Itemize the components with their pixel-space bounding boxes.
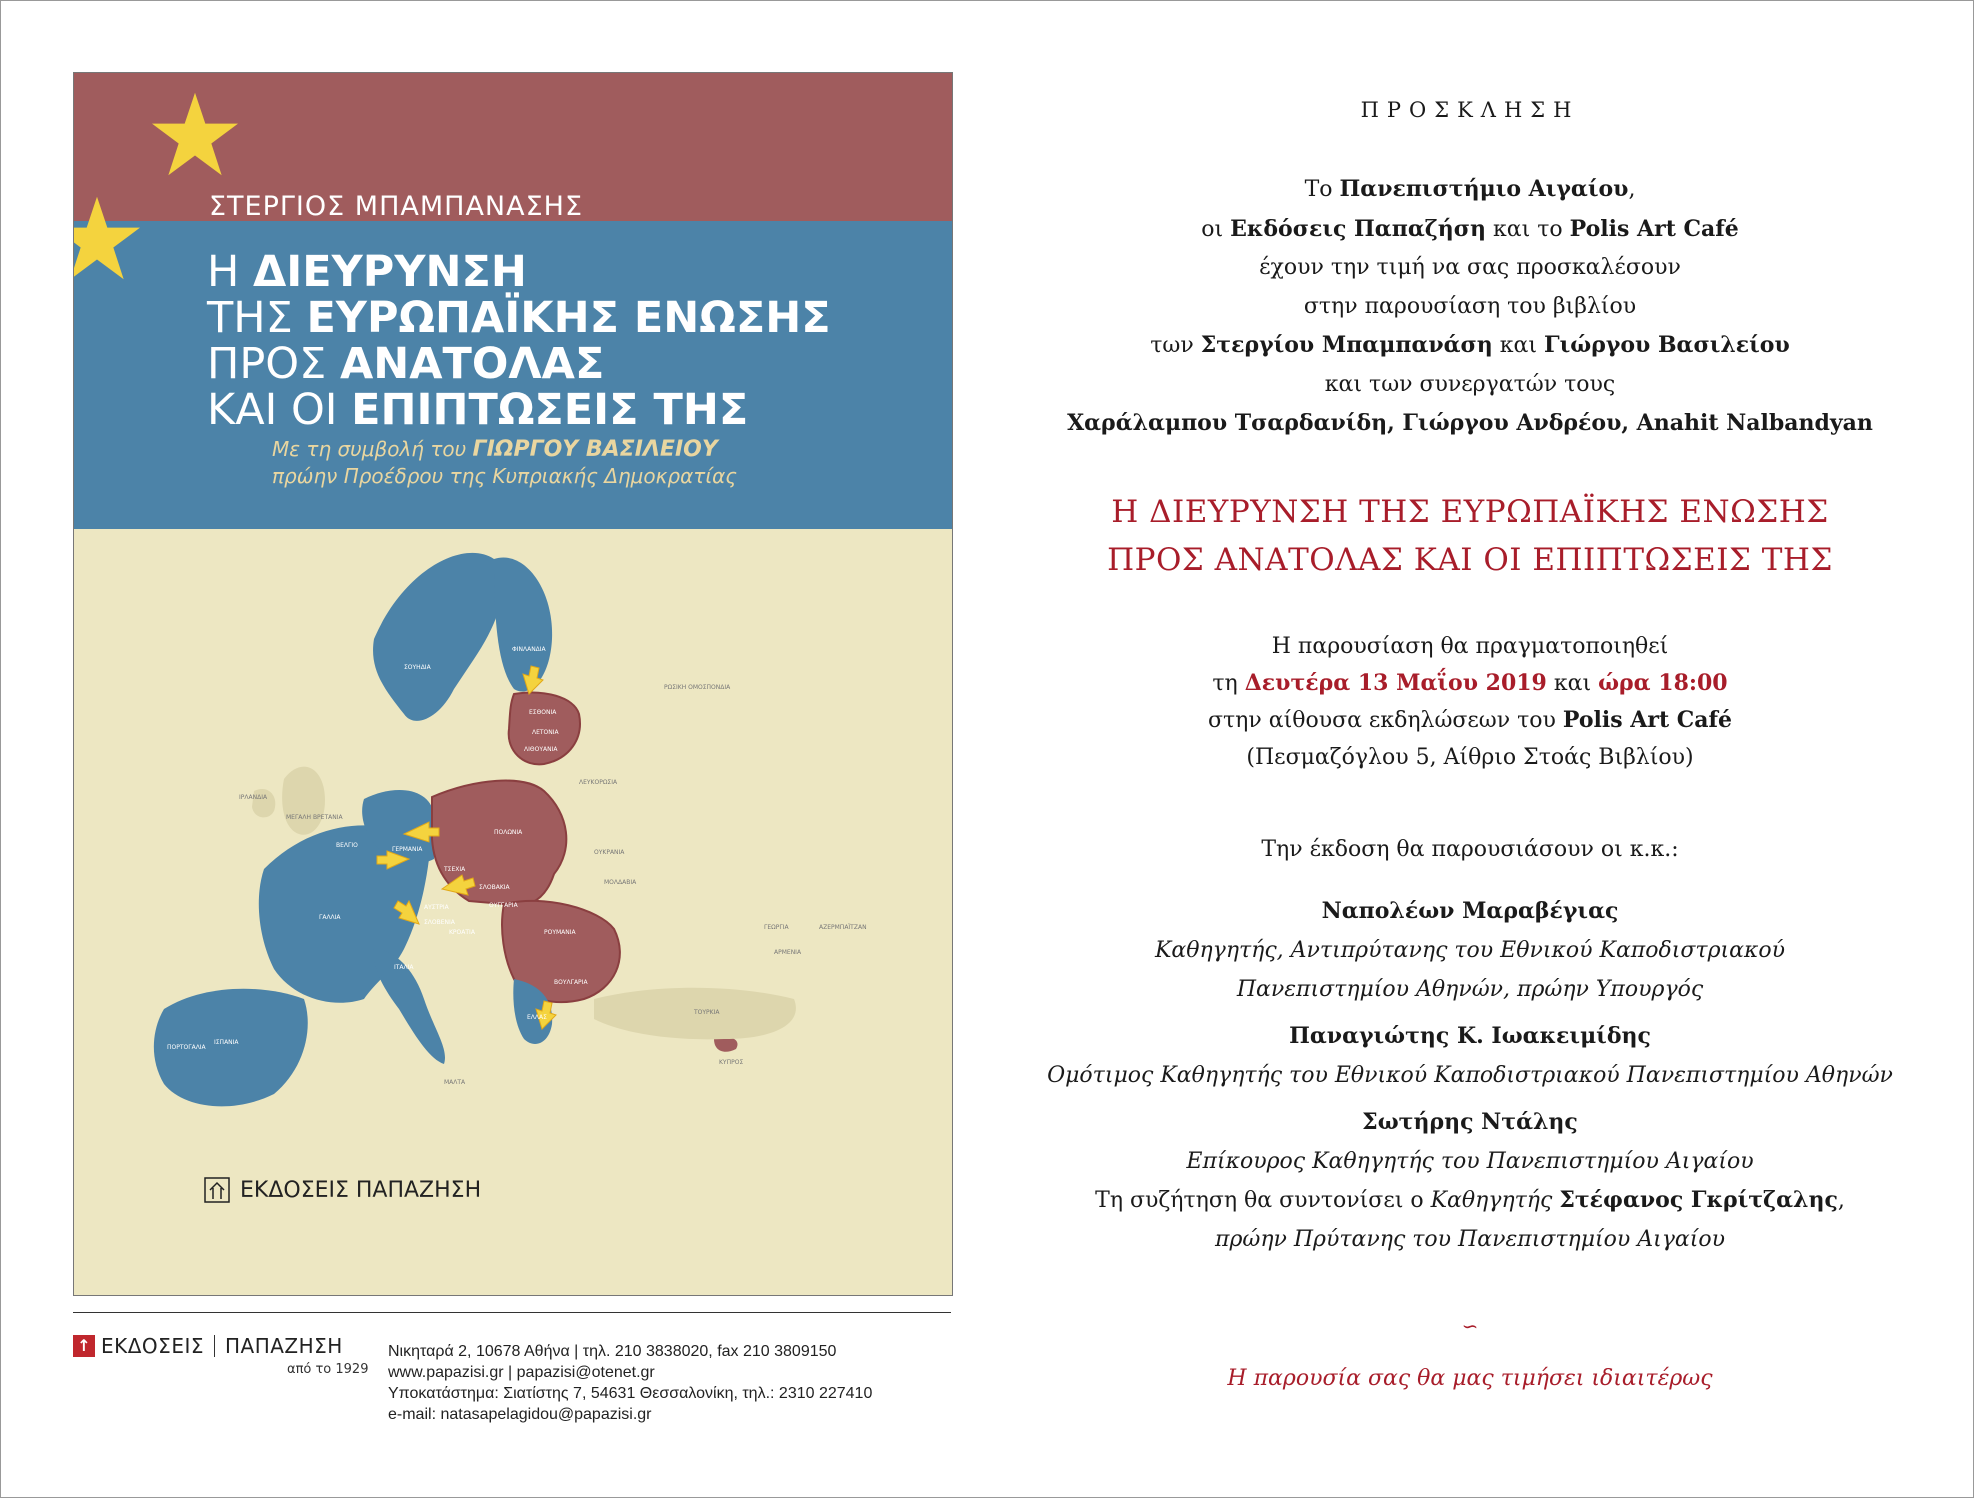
presenter-role: Καθηγητής, Αντιπρύτανης του Εθνικού Καποδιστριακού <box>1154 938 1786 963</box>
moderator-role: πρώην Πρύτανης του Πανεπιστημίου Αιγαίου <box>1214 1227 1726 1252</box>
footer-web: www.papazisi.gr | papazisi@otenet.gr <box>388 1364 655 1381</box>
logo-text-right: ΠΑΠΑΖΗΣΗ <box>224 1334 343 1358</box>
map-country-uk <box>282 767 325 835</box>
moderator-line: Τη συζήτηση θα συντονίσει ο Καθηγητής Στέφανος Γκρίτζαλης, <box>1095 1187 1845 1213</box>
map-label: ΕΣΘΟΝΙΑ <box>529 709 557 716</box>
event-venue: Polis Art Café <box>1562 707 1732 733</box>
map-label: ΜΟΛΔΑΒΙΑ <box>604 879 637 886</box>
event-date: Δευτέρα 13 Μαΐου 2019 <box>1244 670 1547 696</box>
map-label: ΦΙΝΛΑΝΔΙΑ <box>512 646 546 653</box>
footer-email: e-mail: natasapelagidou@papazisi.gr <box>388 1406 652 1423</box>
presenter-name: Παναγιώτης Κ. Ιωακειμίδης <box>1289 1023 1651 1049</box>
event-details: Η παρουσίαση θα πραγματοποιηθεί τη Δευτέρα 13 Μαΐου 2019 και ώρα 18:00 στην αίθουσα εκδηλώσεων του Polis Art Café (Πεσμαζόγλου 5, Αίθριο Στοάς Βιβλίου) <box>1207 634 1732 770</box>
presenter-role: Επίκουρος Καθηγητής του Πανεπιστημίου Αιγαίου <box>1186 1149 1754 1174</box>
star-icon <box>73 195 140 281</box>
cover-title-line: ΠΡΟΣ ΑΝΑΤΟΛΑΣ <box>207 339 605 389</box>
cover-publisher <box>204 1177 481 1203</box>
map-label: ΓΑΛΛΙΑ <box>319 914 341 921</box>
cover-publisher-name: ΕΚΔΟΣΕΙΣ ΠΑΠΑΖΗΣΗ <box>240 1177 482 1203</box>
house-icon <box>204 1177 230 1203</box>
map-label: ΛΙΘΟΥΑΝΙΑ <box>524 746 558 753</box>
map-label: ΜΕΓΑΛΗ ΒΡΕΤΑΝΙΑ <box>286 814 343 821</box>
map-label: ΛΕΤΟΝΙΑ <box>532 729 559 736</box>
invitation-intro: Το Πανεπιστήμιο Αιγαίου, οι Εκδόσεις Παπαζήση και το Polis Art Café έχουν την τιμή να σας προσκαλέσουν στην παρουσίαση του βιβλίου των Στεργίου Μπαμπανάση και Γιώργου Βασιλείου και των συνεργατών τους Χαράλαμπου Τσαρδανίδη, Γιώργου Ανδρέου, Anahit Nalbandyan <box>1067 176 1873 436</box>
book-cover <box>73 72 953 1296</box>
map-label: ΣΟΥΗΔΙΑ <box>404 664 431 671</box>
map-country-cyprus <box>714 1037 737 1052</box>
presenter-name: Σωτήρης Ντάλης <box>1362 1109 1578 1135</box>
map-label: ΤΟΥΡΚΙΑ <box>694 1009 720 1016</box>
book-title-red: Η ΔΙΕΥΡΥΝΣΗ ΤΗΣ ΕΥΡΩΠΑΪΚΗΣ ΕΝΩΣΗΣ ΠΡΟΣ ΑΝΑΤΟΛΑΣ ΚΑΙ ΟΙ ΕΠΙΠΤΩΣΕΙΣ ΤΗΣ <box>1107 494 1833 578</box>
cover-title-line: Η ΔΙΕΥΡΥΝΣΗ <box>207 247 527 297</box>
presenters-intro: Την έκδοση θα παρουσιάσουν οι κ.κ.: <box>1261 837 1679 862</box>
event-time: ώρα 18:00 <box>1598 670 1728 696</box>
map-label: ΠΟΡΤΟΓΑΛΙΑ <box>167 1044 206 1051</box>
closing-line: Η παρουσία σας θα μας τιμήσει ιδιαιτέρως <box>1227 1366 1713 1391</box>
map-label: ΚΡΟΑΤΙΑ <box>449 929 475 936</box>
map-label: ΚΥΠΡΟΣ <box>719 1059 744 1066</box>
map-label: ΓΕΡΜΑΝΙΑ <box>392 846 423 853</box>
map-label: ΑΖΕΡΜΠΑΪΤΖΑΝ <box>819 924 867 931</box>
publisher-logo <box>73 1334 343 1358</box>
star-icon <box>152 91 238 177</box>
presenter-name: Ναπολέων Μαραβέγιας <box>1321 898 1619 924</box>
map-label: ΙΡΛΑΝΔΙΑ <box>239 794 268 801</box>
cover-title <box>207 249 831 433</box>
footer-branch: Υποκατάστημα: Σιατίστης 7, 54631 Θεσσαλονίκη, τηλ.: 2310 227410 <box>388 1385 873 1402</box>
map-label: ΛΕΥΚΟΡΩΣΙΑ <box>579 779 618 786</box>
footer-contact <box>388 1341 872 1425</box>
footer-address: Νικηταρά 2, 10678 Αθήνα | τηλ. 210 3838020, fax 210 3809150 <box>388 1343 837 1360</box>
map-label: ΑΥΣΤΡΙΑ <box>424 904 449 911</box>
logo-since: από το 1929 <box>287 1362 369 1377</box>
map-label: ΡΩΣΙΚΗ ΟΜΟΣΠΟΝΔΙΑ <box>664 684 731 691</box>
footer-divider <box>73 1312 951 1313</box>
logo-text-left: ΕΚΔΟΣΕΙΣ <box>101 1334 204 1358</box>
map-label: ΙΤΑΛΙΑ <box>394 964 414 971</box>
map-country-scandinavia <box>373 553 502 721</box>
map-label: ΒΕΛΓΙΟ <box>336 842 358 849</box>
map-label: ΓΕΩΡΓΙΑ <box>764 924 789 931</box>
map-label: ΟΥΓΓΑΡΙΑ <box>489 902 518 909</box>
map-label: ΟΥΚΡΑΝΙΑ <box>594 849 625 856</box>
map-label: ΠΟΛΩΝΙΑ <box>494 829 523 836</box>
map-label: ΙΣΠΑΝΙΑ <box>214 1039 239 1046</box>
presenter-role: Πανεπιστημίου Αθηνών, πρώην Υπουργός <box>1236 977 1704 1002</box>
map-label: ΒΟΥΛΓΑΡΙΑ <box>554 979 588 986</box>
cover-contribution: Με τη συμβολή του ΓΙΩΡΓΟΥ ΒΑΣΙΛΕΙΟΥ πρώην Προέδρου της Κυπριακής Δημοκρατίας <box>272 437 738 488</box>
map-label: ΤΣΕΧΙΑ <box>444 866 466 873</box>
map-label: ΣΛΟΒΑΚΙΑ <box>479 884 510 891</box>
map-label: ΜΑΛΤΑ <box>444 1079 466 1086</box>
presenter-role: Ομότιμος Καθηγητής του Εθνικού Καποδιστριακού Πανεπιστημίου Αθηνών <box>1047 1063 1893 1088</box>
arrow-up-icon: ↑ <box>73 1335 95 1357</box>
map-label: ΡΟΥΜΑΝΙΑ <box>544 929 576 936</box>
flourish-ornament: ∽ <box>1461 1314 1479 1338</box>
cover-title-line: ΚΑΙ ΟΙ ΕΠΙΠΤΩΣΕΙΣ ΤΗΣ <box>207 385 749 435</box>
map-label: ΣΛΟΒΕΝΙΑ <box>424 919 455 926</box>
cover-title-line: ΤΗΣ ΕΥΡΩΠΑΪΚΗΣ ΕΝΩΣΗΣ <box>207 293 831 343</box>
map-label: ΕΛΛΑΣ <box>527 1014 547 1021</box>
map-country-finland <box>494 557 552 691</box>
map-label: ΑΡΜΕΝΙΑ <box>774 949 802 956</box>
cover-author: ΣΤΕΡΓΙΟΣ ΜΠΑΜΠΑΝΑΣΗΣ <box>209 191 584 222</box>
presenters-section <box>1000 830 1940 1259</box>
invitation-heading: ΠΡΟΣΚΛΗΣΗ <box>1360 98 1580 122</box>
